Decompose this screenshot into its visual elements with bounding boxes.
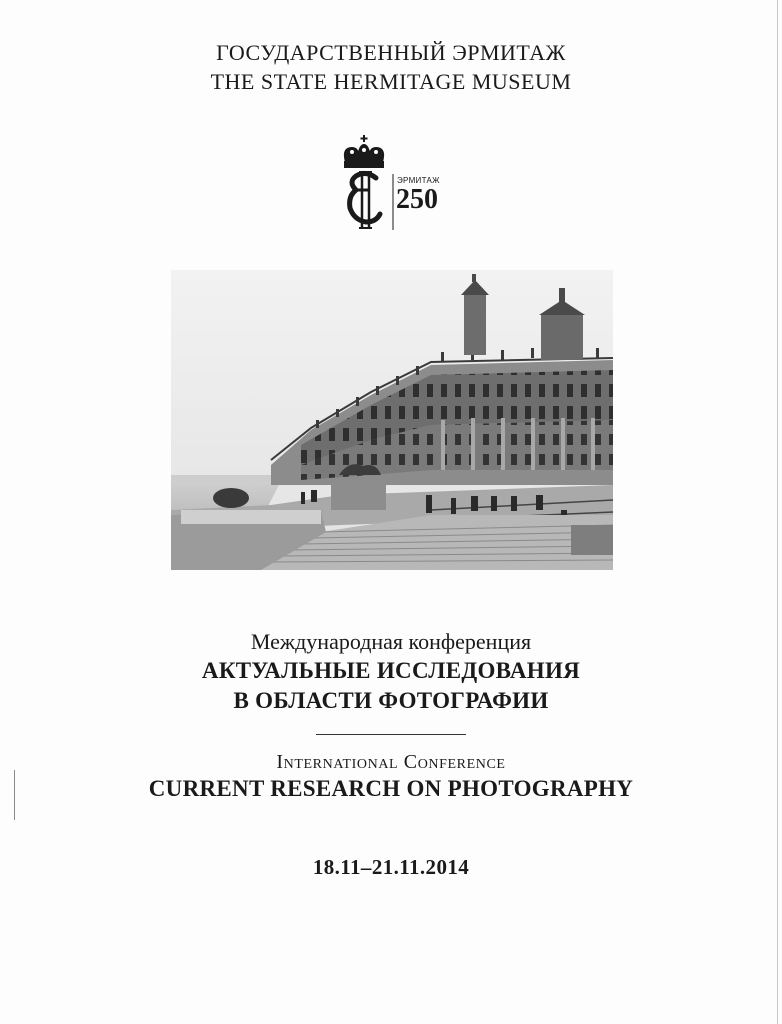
conference-title-en: CURRENT RESEARCH ON PHOTOGRAPHY [148,776,634,801]
conference-title-ru-line1: АКТУАЛЬНЫЕ ИССЛЕДОВАНИЯ [201,658,581,683]
conference-title-block [0,628,782,803]
logo-anniversary-number: 250 [396,184,438,215]
winter-palace-photo [171,270,613,570]
conference-subtitle-en: International Conference [276,751,506,773]
title-divider [316,734,466,735]
conference-title-ru-line2: В ОБЛАСТИ ФОТОГРАФИИ [233,688,549,713]
museum-name-ru: ГОСУДАРСТВЕННЫЙ ЭРМИТАЖ [216,40,566,65]
conference-dates: 18.11–21.11.2014 [312,855,470,879]
logo-small-text: ЭРМИТАЖ [397,176,440,185]
conference-subtitle-ru: Международная конференция [250,629,532,654]
logo-divider [391,134,395,234]
museum-name-en: THE STATE HERMITAGE MUSEUM [210,69,572,94]
museum-header [0,38,782,96]
hermitage-250-logo [336,134,456,234]
crowned-monogram-icon [336,134,392,234]
